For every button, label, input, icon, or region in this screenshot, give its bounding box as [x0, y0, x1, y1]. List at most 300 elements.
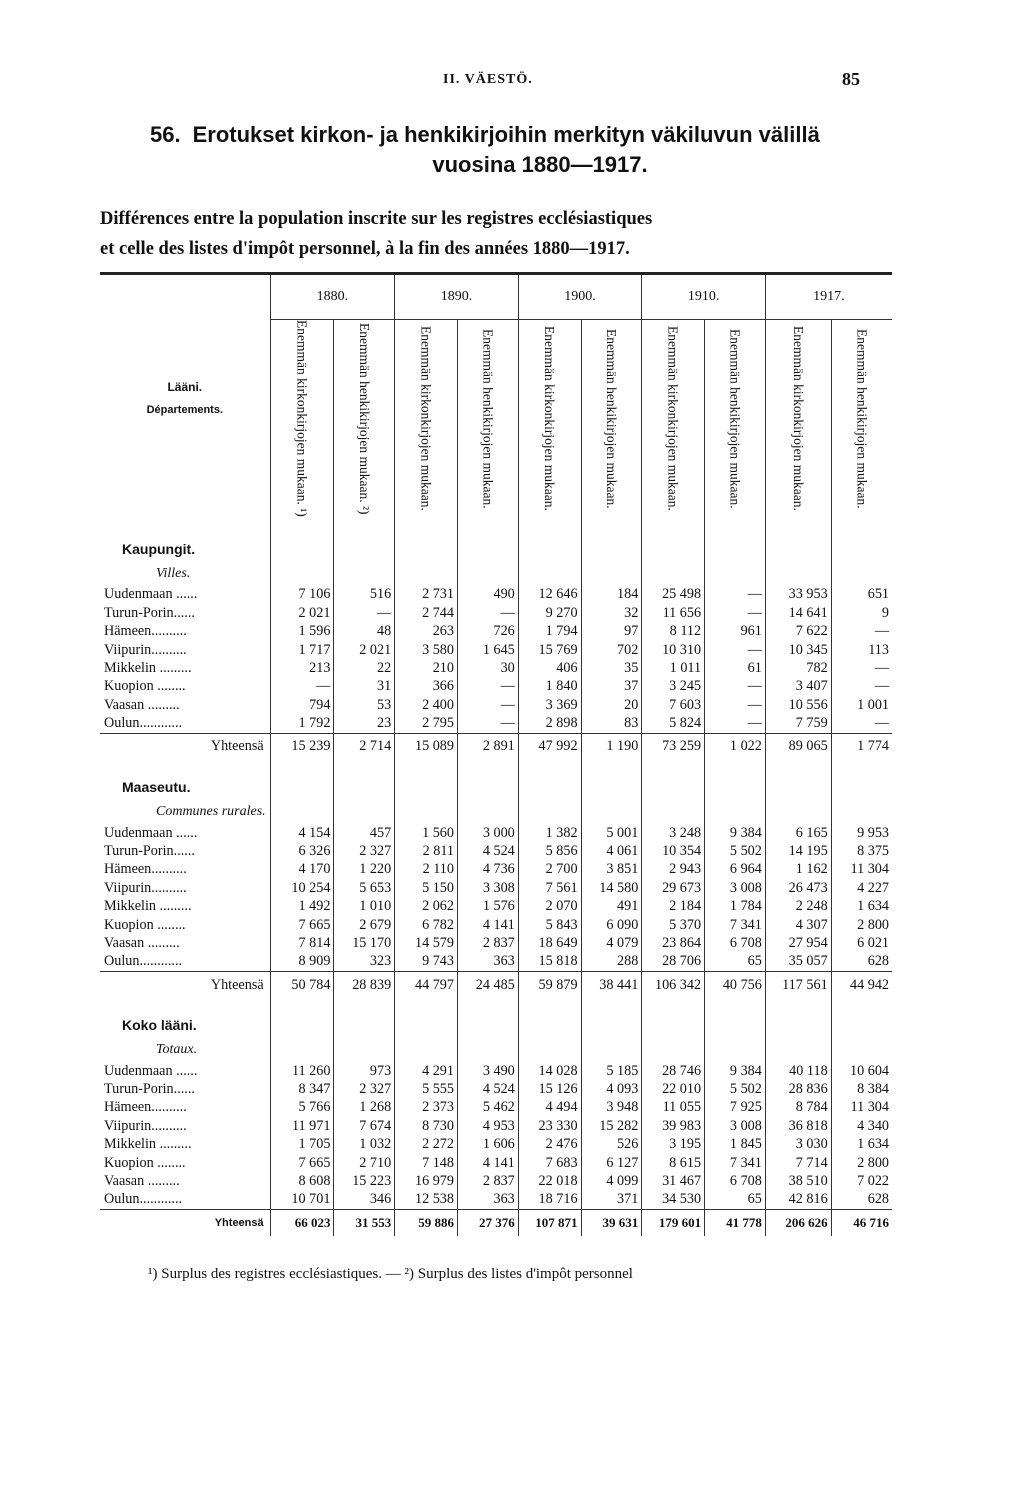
value-cell: 8 784 [765, 1099, 831, 1117]
value-cell: 973 [334, 1062, 395, 1080]
value-cell: 8 608 [270, 1172, 334, 1190]
value-cell: 30 [457, 659, 518, 677]
value-cell: 2 714 [334, 733, 395, 760]
table-row [100, 1172, 892, 1190]
region-name: Viipurin.......... [104, 1117, 187, 1134]
year-header: 1917. [765, 274, 892, 320]
value-cell: — [705, 678, 766, 696]
value-cell: 2 679 [334, 916, 395, 934]
value-cell: 35 [581, 659, 642, 677]
table-row [100, 1080, 892, 1098]
value-cell: — [334, 604, 395, 622]
value-cell: 1 840 [518, 678, 581, 696]
value-cell: 782 [765, 659, 831, 677]
section-title-fr: Communes rurales. [156, 803, 266, 819]
value-cell: 7 148 [395, 1154, 458, 1172]
value-cell: 7 665 [270, 916, 334, 934]
section-title-fr: Totaux. [156, 1042, 198, 1057]
value-cell: 15 170 [334, 934, 395, 952]
value-cell: — [831, 623, 892, 641]
value-cell: 4 307 [765, 916, 831, 934]
value-cell: 37 [581, 678, 642, 696]
value-cell: 41 778 [705, 1210, 766, 1237]
value-cell: 3 008 [705, 879, 766, 897]
value-cell: 11 304 [831, 1099, 892, 1117]
column-subheader: Enemmän henkikirjojen mukaan. [457, 320, 518, 522]
table-row [100, 824, 892, 842]
value-cell: 5 766 [270, 1099, 334, 1117]
region-name: Viipurin.......... [104, 879, 187, 896]
subtitle-line-2: et celle des listes d'impôt personnel, à la fin des années 1880—1917. [100, 239, 630, 259]
value-cell: 1 010 [334, 897, 395, 915]
region-name: Vaasan ......... [104, 934, 180, 951]
section-title: Koko lääni. [122, 1017, 197, 1033]
value-cell: 39 983 [642, 1117, 705, 1135]
value-cell: 5 843 [518, 916, 581, 934]
value-cell: 1 190 [581, 733, 642, 760]
value-cell: 107 871 [518, 1210, 581, 1237]
value-cell: 2 898 [518, 714, 581, 733]
value-cell: 15 769 [518, 641, 581, 659]
value-cell: 26 473 [765, 879, 831, 897]
value-cell: 7 341 [705, 1154, 766, 1172]
value-cell: 32 [581, 604, 642, 622]
value-cell: 38 510 [765, 1172, 831, 1190]
value-cell: 3 195 [642, 1136, 705, 1154]
value-cell: 4 141 [457, 1154, 518, 1172]
table-row [100, 586, 892, 604]
chapter-title: II. VÄESTÖ. [443, 72, 533, 87]
value-cell: 4 154 [270, 824, 334, 842]
value-cell: 7 665 [270, 1154, 334, 1172]
value-cell: 184 [581, 586, 642, 604]
value-cell: 5 001 [581, 824, 642, 842]
value-cell: 1 162 [765, 861, 831, 879]
value-cell: 28 706 [642, 953, 705, 972]
value-cell: 35 057 [765, 953, 831, 972]
value-cell: 2 062 [395, 897, 458, 915]
value-cell: 5 502 [705, 842, 766, 860]
value-cell: 8 384 [831, 1080, 892, 1098]
value-cell: 89 065 [765, 733, 831, 760]
footnote: ¹) Surplus des registres ecclésiastiques. — ²) Surplus des listes d'impôt personnel [148, 1266, 633, 1282]
value-cell: 31 467 [642, 1172, 705, 1190]
value-cell: 490 [457, 586, 518, 604]
value-cell: 65 [705, 1191, 766, 1210]
value-cell: 106 342 [642, 972, 705, 999]
region-name: Kuopion ........ [104, 1154, 186, 1171]
value-cell: 15 818 [518, 953, 581, 972]
region-name: Vaasan ......... [104, 696, 180, 713]
value-cell: 7 814 [270, 934, 334, 952]
value-cell: 8 375 [831, 842, 892, 860]
total-row [100, 733, 892, 760]
value-cell: 7 603 [642, 696, 705, 714]
value-cell: 206 626 [765, 1210, 831, 1237]
region-name: Kuopion ........ [104, 678, 186, 695]
value-cell: 6 708 [705, 934, 766, 952]
value-cell: 3 407 [765, 678, 831, 696]
value-cell: 4 227 [831, 879, 892, 897]
value-cell: 9 384 [705, 824, 766, 842]
section-title: Maaseutu. [122, 778, 191, 795]
value-cell: 14 641 [765, 604, 831, 622]
value-cell: 726 [457, 623, 518, 641]
value-cell: 14 028 [518, 1062, 581, 1080]
value-cell: 10 354 [642, 842, 705, 860]
table-row [100, 623, 892, 641]
value-cell: 4 524 [457, 1080, 518, 1098]
value-cell: 11 304 [831, 861, 892, 879]
value-cell: 1 845 [705, 1136, 766, 1154]
value-cell: 4 524 [457, 842, 518, 860]
value-cell: 23 864 [642, 934, 705, 952]
value-cell: 44 797 [395, 972, 458, 999]
value-cell: 3 030 [765, 1136, 831, 1154]
value-cell: 23 [334, 714, 395, 733]
value-cell: — [831, 678, 892, 696]
value-cell: — [831, 659, 892, 677]
value-cell: 42 816 [765, 1191, 831, 1210]
value-cell: 6 708 [705, 1172, 766, 1190]
value-cell: 5 150 [395, 879, 458, 897]
table-body [100, 522, 892, 1236]
value-cell: 1 011 [642, 659, 705, 677]
year-header: 1890. [395, 274, 519, 320]
value-cell: 48 [334, 623, 395, 641]
total-label: Yhteensä [100, 972, 270, 999]
value-cell: 47 992 [518, 733, 581, 760]
table-row [100, 714, 892, 733]
value-cell: 6 127 [581, 1154, 642, 1172]
value-cell: 2 700 [518, 861, 581, 879]
value-cell: 516 [334, 586, 395, 604]
value-cell: 1 717 [270, 641, 334, 659]
value-cell: 9 743 [395, 953, 458, 972]
value-cell: 11 656 [642, 604, 705, 622]
value-cell: — [457, 696, 518, 714]
value-cell: — [705, 586, 766, 604]
value-cell: 3 948 [581, 1099, 642, 1117]
total-row [100, 1210, 892, 1237]
value-cell: 44 942 [831, 972, 892, 999]
value-cell: 961 [705, 623, 766, 641]
value-cell: 1 705 [270, 1136, 334, 1154]
value-cell: 7 683 [518, 1154, 581, 1172]
value-cell: 5 370 [642, 916, 705, 934]
value-cell: 29 673 [642, 879, 705, 897]
table-row [100, 1062, 892, 1080]
value-cell: 8 730 [395, 1117, 458, 1135]
value-cell: 3 580 [395, 641, 458, 659]
table-row [100, 861, 892, 879]
value-cell: 10 556 [765, 696, 831, 714]
value-cell: 8 112 [642, 623, 705, 641]
value-cell: 53 [334, 696, 395, 714]
value-cell: 4 099 [581, 1172, 642, 1190]
table-subtitle [100, 204, 900, 264]
value-cell: 3 000 [457, 824, 518, 842]
value-cell: 2 476 [518, 1136, 581, 1154]
value-cell: — [705, 604, 766, 622]
value-cell: 4 736 [457, 861, 518, 879]
value-cell: 25 498 [642, 586, 705, 604]
region-name: Oulun............ [104, 1191, 183, 1208]
value-cell: — [457, 678, 518, 696]
value-cell: 14 579 [395, 934, 458, 952]
region-name: Mikkelin ......... [104, 1136, 192, 1153]
value-cell: — [831, 714, 892, 733]
value-cell: 5 555 [395, 1080, 458, 1098]
value-cell: 27 954 [765, 934, 831, 952]
value-cell: 2 800 [831, 916, 892, 934]
value-cell: 2 021 [270, 604, 334, 622]
column-subheader: Enemmän henkikirjojen mukaan. [705, 320, 766, 522]
value-cell: 1 792 [270, 714, 334, 733]
table-row [100, 659, 892, 677]
value-cell: 2 811 [395, 842, 458, 860]
value-cell: 366 [395, 678, 458, 696]
value-cell: 702 [581, 641, 642, 659]
table-row [100, 879, 892, 897]
value-cell: 14 580 [581, 879, 642, 897]
value-cell: 1 022 [705, 733, 766, 760]
value-cell: 33 953 [765, 586, 831, 604]
value-cell: 2 837 [457, 1172, 518, 1190]
value-cell: 1 794 [518, 623, 581, 641]
subtitle-line-1: Différences entre la population inscrite sur les registres ecclésiastiques [100, 209, 653, 229]
region-name: Turun-Porin...... [104, 1081, 195, 1098]
value-cell: 31 [334, 678, 395, 696]
value-cell: 2 021 [334, 641, 395, 659]
value-cell: 5 185 [581, 1062, 642, 1080]
value-cell: 1 576 [457, 897, 518, 915]
value-cell: 10 310 [642, 641, 705, 659]
value-cell: 7 714 [765, 1154, 831, 1172]
region-name: Kuopion ........ [104, 916, 186, 933]
value-cell: 4 291 [395, 1062, 458, 1080]
value-cell: 11 055 [642, 1099, 705, 1117]
value-cell: 2 248 [765, 897, 831, 915]
value-cell: 12 646 [518, 586, 581, 604]
value-cell: 8 909 [270, 953, 334, 972]
value-cell: 7 022 [831, 1172, 892, 1190]
value-cell: 66 023 [270, 1210, 334, 1237]
table-row [100, 934, 892, 952]
value-cell: 16 979 [395, 1172, 458, 1190]
value-cell: 61 [705, 659, 766, 677]
value-cell: 1 382 [518, 824, 581, 842]
value-cell: 1 220 [334, 861, 395, 879]
value-cell: 2 327 [334, 1080, 395, 1098]
value-cell: 5 502 [705, 1080, 766, 1098]
value-cell: 8 615 [642, 1154, 705, 1172]
value-cell: 346 [334, 1191, 395, 1210]
value-cell: 1 645 [457, 641, 518, 659]
population-difference-table [100, 272, 892, 1236]
value-cell: 1 596 [270, 623, 334, 641]
table-row [100, 696, 892, 714]
value-cell: 22 010 [642, 1080, 705, 1098]
value-cell: 15 126 [518, 1080, 581, 1098]
table-row [100, 678, 892, 696]
column-subheader: Enemmän kirkonkirjojen mukaan. [642, 320, 705, 522]
value-cell: 4 141 [457, 916, 518, 934]
value-cell: 3 369 [518, 696, 581, 714]
column-subheader: Enemmän kirkonkirjojen mukaan. [518, 320, 581, 522]
total-label: Yhteensä [100, 733, 270, 760]
value-cell: 3 245 [642, 678, 705, 696]
region-name: Viipurin.......... [104, 641, 187, 658]
value-cell: 97 [581, 623, 642, 641]
value-cell: 526 [581, 1136, 642, 1154]
value-cell: 628 [831, 1191, 892, 1210]
region-name: Uudenmaan ...... [104, 1062, 198, 1079]
region-name: Hämeen.......... [104, 861, 187, 878]
region-name: Hämeen.......... [104, 623, 187, 640]
value-cell: 11 260 [270, 1062, 334, 1080]
value-cell: 40 118 [765, 1062, 831, 1080]
table-row [100, 1099, 892, 1117]
value-cell: 10 254 [270, 879, 334, 897]
title-line-2: vuosina 1880—1917. [432, 152, 648, 177]
value-cell: — [270, 678, 334, 696]
region-name: Vaasan ......... [104, 1173, 180, 1190]
value-cell: 4 953 [457, 1117, 518, 1135]
region-name: Oulun............ [104, 715, 183, 732]
value-cell: 59 886 [395, 1210, 458, 1237]
value-cell: 14 195 [765, 842, 831, 860]
value-cell: 7 106 [270, 586, 334, 604]
value-cell: 15 089 [395, 733, 458, 760]
value-cell: 210 [395, 659, 458, 677]
value-cell: 4 093 [581, 1080, 642, 1098]
value-cell: 1 492 [270, 897, 334, 915]
value-cell: 2 070 [518, 897, 581, 915]
value-cell: 4 061 [581, 842, 642, 860]
value-cell: — [457, 714, 518, 733]
column-subheader: Enemmän henkikirjojen mukaan. ²) [334, 320, 395, 522]
value-cell: 6 326 [270, 842, 334, 860]
column-subheader: Enemmän henkikirjojen mukaan. [831, 320, 892, 522]
value-cell: 2 184 [642, 897, 705, 915]
section-title: Kaupungit. [122, 540, 196, 557]
value-cell: 1 560 [395, 824, 458, 842]
table-row [100, 1117, 892, 1135]
value-cell: 73 259 [642, 733, 705, 760]
value-cell: 2 710 [334, 1154, 395, 1172]
value-cell: 6 090 [581, 916, 642, 934]
value-cell: 491 [581, 897, 642, 915]
region-name: Mikkelin ......... [104, 660, 192, 676]
region-name: Turun-Porin...... [104, 842, 195, 859]
value-cell: 5 856 [518, 842, 581, 860]
section-title-fr: Villes. [156, 565, 191, 581]
running-head [0, 69, 1024, 96]
region-name: Uudenmaan ...... [104, 824, 198, 841]
value-cell: 39 631 [581, 1210, 642, 1237]
value-cell: 36 818 [765, 1117, 831, 1135]
value-cell: 263 [395, 623, 458, 641]
value-cell: 117 561 [765, 972, 831, 999]
table-row [100, 953, 892, 972]
value-cell: 6 782 [395, 916, 458, 934]
value-cell: 31 553 [334, 1210, 395, 1237]
value-cell: 1 634 [831, 897, 892, 915]
value-cell: 371 [581, 1191, 642, 1210]
value-cell: 3 851 [581, 861, 642, 879]
value-cell: 6 964 [705, 861, 766, 879]
value-cell: 288 [581, 953, 642, 972]
value-cell: 5 824 [642, 714, 705, 733]
column-subheader: Enemmän kirkonkirjojen mukaan. [395, 320, 458, 522]
value-cell: 5 653 [334, 879, 395, 897]
value-cell: 15 239 [270, 733, 334, 760]
value-cell: 1 268 [334, 1099, 395, 1117]
value-cell: 1 606 [457, 1136, 518, 1154]
value-cell: 1 001 [831, 696, 892, 714]
value-cell: 1 032 [334, 1136, 395, 1154]
value-cell: — [705, 641, 766, 659]
table-number: 56. [150, 122, 181, 147]
value-cell: 5 462 [457, 1099, 518, 1117]
value-cell: 3 008 [705, 1117, 766, 1135]
value-cell: 4 079 [581, 934, 642, 952]
value-cell: 12 538 [395, 1191, 458, 1210]
value-cell: 2 272 [395, 1136, 458, 1154]
value-cell: 59 879 [518, 972, 581, 999]
value-cell: 7 622 [765, 623, 831, 641]
value-cell: 113 [831, 641, 892, 659]
value-cell: 3 248 [642, 824, 705, 842]
value-cell: 457 [334, 824, 395, 842]
value-cell: 22 018 [518, 1172, 581, 1190]
region-header-fr: Départements. [146, 404, 224, 417]
value-cell: 38 441 [581, 972, 642, 999]
value-cell: 7 674 [334, 1117, 395, 1135]
total-label: Yhteensä [100, 1210, 270, 1237]
value-cell: 7 561 [518, 879, 581, 897]
value-cell: 628 [831, 953, 892, 972]
value-cell: 651 [831, 586, 892, 604]
value-cell: 34 530 [642, 1191, 705, 1210]
value-cell: 4 340 [831, 1117, 892, 1135]
value-cell: 406 [518, 659, 581, 677]
value-cell: 40 756 [705, 972, 766, 999]
value-cell: 10 604 [831, 1062, 892, 1080]
value-cell: 1 784 [705, 897, 766, 915]
value-cell: 3 308 [457, 879, 518, 897]
value-cell: 27 376 [457, 1210, 518, 1237]
table-row [100, 1191, 892, 1210]
column-subheader: Enemmän kirkonkirjojen mukaan. [765, 320, 831, 522]
value-cell: 83 [581, 714, 642, 733]
page-number: 85 [842, 69, 860, 89]
table-row [100, 1136, 892, 1154]
value-cell: — [705, 696, 766, 714]
table-row [100, 604, 892, 622]
value-cell: 363 [457, 1191, 518, 1210]
value-cell: — [705, 714, 766, 733]
value-cell: 7 925 [705, 1099, 766, 1117]
value-cell: 323 [334, 953, 395, 972]
value-cell: 363 [457, 953, 518, 972]
year-header: 1910. [642, 274, 766, 320]
value-cell: 8 347 [270, 1080, 334, 1098]
value-cell: 2 400 [395, 696, 458, 714]
table-row [100, 842, 892, 860]
value-cell: 9 384 [705, 1062, 766, 1080]
